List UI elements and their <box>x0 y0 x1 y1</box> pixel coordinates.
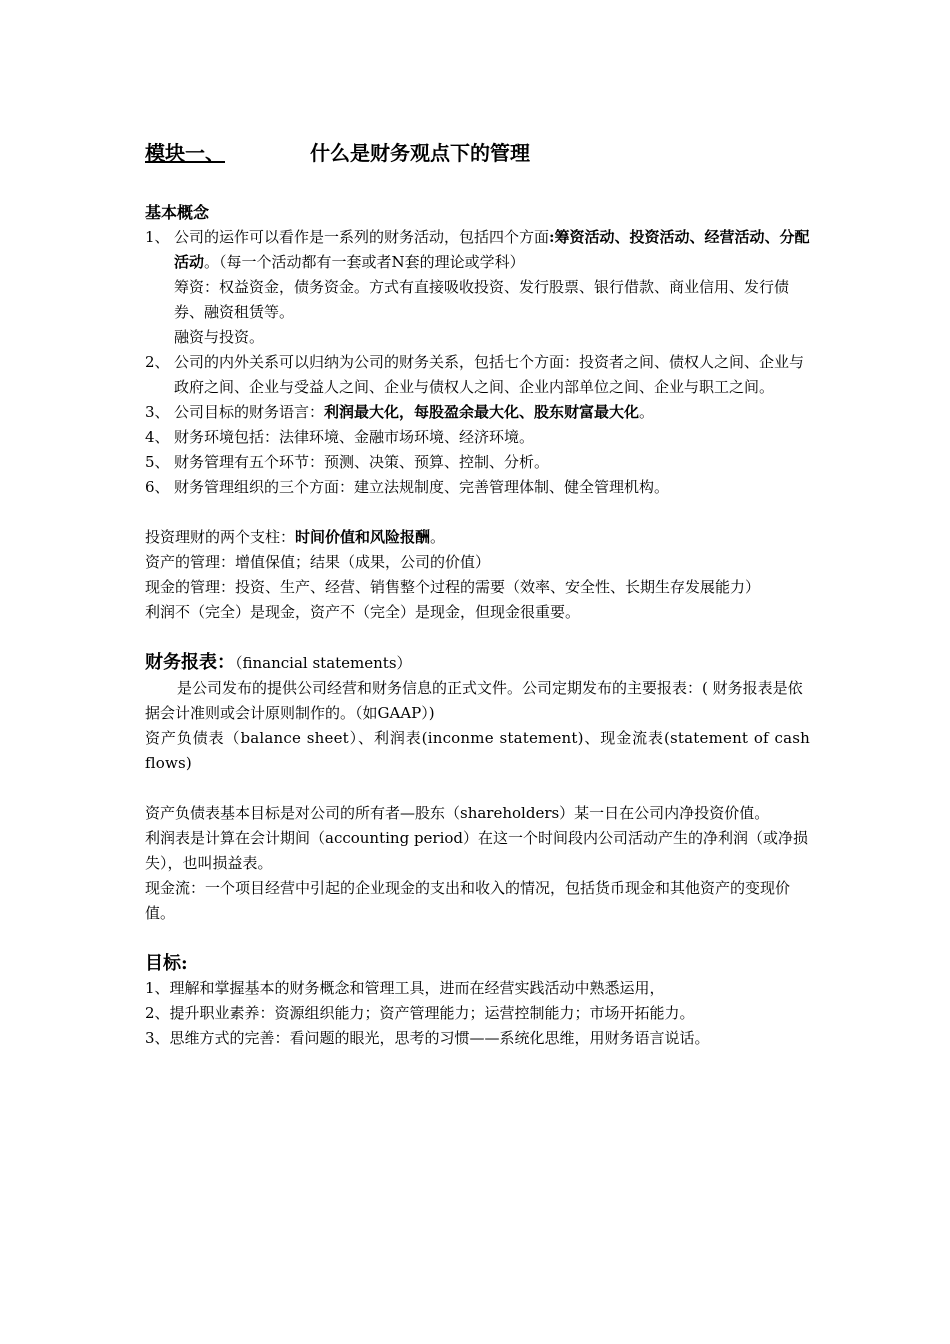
paragraph: 是公司发布的提供公司经营和财务信息的正式文件。公司定期发布的主要报表：( 财务报表是依据会计准则或会计原则制作的。（如GAAP）) <box>145 679 803 722</box>
list-item: 1、理解和掌握基本的财务概念和管理工具，进而在经营实践活动中熟悉运用， <box>145 979 665 997</box>
list-item <box>145 400 810 425</box>
document-body <box>145 138 810 1051</box>
list-text: 财务管理有五个环节：预测、决策、预算、控制、分析。 <box>174 453 550 471</box>
list-subtext: 融资与投资。 <box>174 328 265 346</box>
title-text: 什么是财务观点下的管理 <box>310 141 530 165</box>
list-item: 2、提升职业素养：资源组织能力；资产管理能力；运营控制能力；市场开拓能力。 <box>145 1004 695 1022</box>
paragraph: 现金的管理：投资、生产、经营、销售整个过程的需要（效率、安全性、长期生存发展能力） <box>145 578 761 596</box>
list-number: 2、 <box>145 353 170 371</box>
paragraph: 利润不（完全）是现金，资产不（完全）是现金，但现金很重要。 <box>145 603 581 621</box>
page-title <box>145 138 810 168</box>
list-item <box>145 425 810 450</box>
list-text: 公司的运作可以看作是一系列的财务活动，包括四个方面:筹资活动、投资活动、经营活动、分配活动。（每一个活动都有一套或者N套的理论或学科） <box>174 228 810 271</box>
spacer <box>145 625 810 650</box>
section-heading-statements: 财务报表：（financial statements） <box>145 652 412 673</box>
list-item <box>145 225 810 350</box>
paragraph: 现金流：一个项目经营中引起的企业现金的支出和收入的情况，包括货币现金和其他资产的变现价值。 <box>145 879 791 922</box>
list-text: 财务管理组织的三个方面：建立法规制度、完善管理体制、健全管理机构。 <box>174 478 670 496</box>
list-text: 公司目标的财务语言：利润最大化，每股盈余最大化、股东财富最大化。 <box>174 403 655 421</box>
spacer <box>145 776 810 801</box>
list-text: 财务环境包括：法律环境、金融市场环境、经济环境。 <box>174 428 535 446</box>
paragraph: 资产负债表（balance sheet）、利润表(inconme statement)、现金流表(statement of cash flows) <box>145 729 810 772</box>
list-subtext: 筹资：权益资金，债务资金。方式有直接吸收投资、发行股票、银行借款、商业信用、发行债券、融资租赁等。 <box>174 278 790 321</box>
list-number: 3、 <box>145 403 170 421</box>
paragraph: 投资理财的两个支柱：时间价值和风险报酬。 <box>145 528 446 546</box>
paragraph: 利润表是计算在会计期间（accounting period）在这一个时间段内公司活动产生的净利润（或净损失），也叫损益表。 <box>145 829 809 872</box>
list-number: 5、 <box>145 453 170 471</box>
list-number: 1、 <box>145 228 170 246</box>
list-item: 3、思维方式的完善：看问题的眼光，思考的习惯——系统化思维，用财务语言说话。 <box>145 1029 710 1047</box>
paragraph: 资产的管理：增值保值；结果（成果，公司的价值） <box>145 553 491 571</box>
section-heading-goals: 目标: <box>145 953 188 974</box>
list-number: 4、 <box>145 428 170 446</box>
list-item <box>145 475 810 500</box>
title-module: 模块一、 <box>145 141 225 165</box>
spacer <box>145 926 810 951</box>
list-number: 6、 <box>145 478 170 496</box>
list-text: 公司的内外关系可以归纳为公司的财务关系，包括七个方面：投资者之间、债权人之间、企业与政府之间、企业与受益人之间、企业与债权人之间、企业内部单位之间、企业与职工之间。 <box>174 353 805 396</box>
spacer <box>145 500 810 525</box>
section-heading-basic: 基本概念 <box>145 203 210 222</box>
list-item <box>145 350 810 400</box>
paragraph: 资产负债表基本目标是对公司的所有者—股东（shareholders）某一日在公司内净投资价值。 <box>145 804 770 822</box>
list-item <box>145 450 810 475</box>
